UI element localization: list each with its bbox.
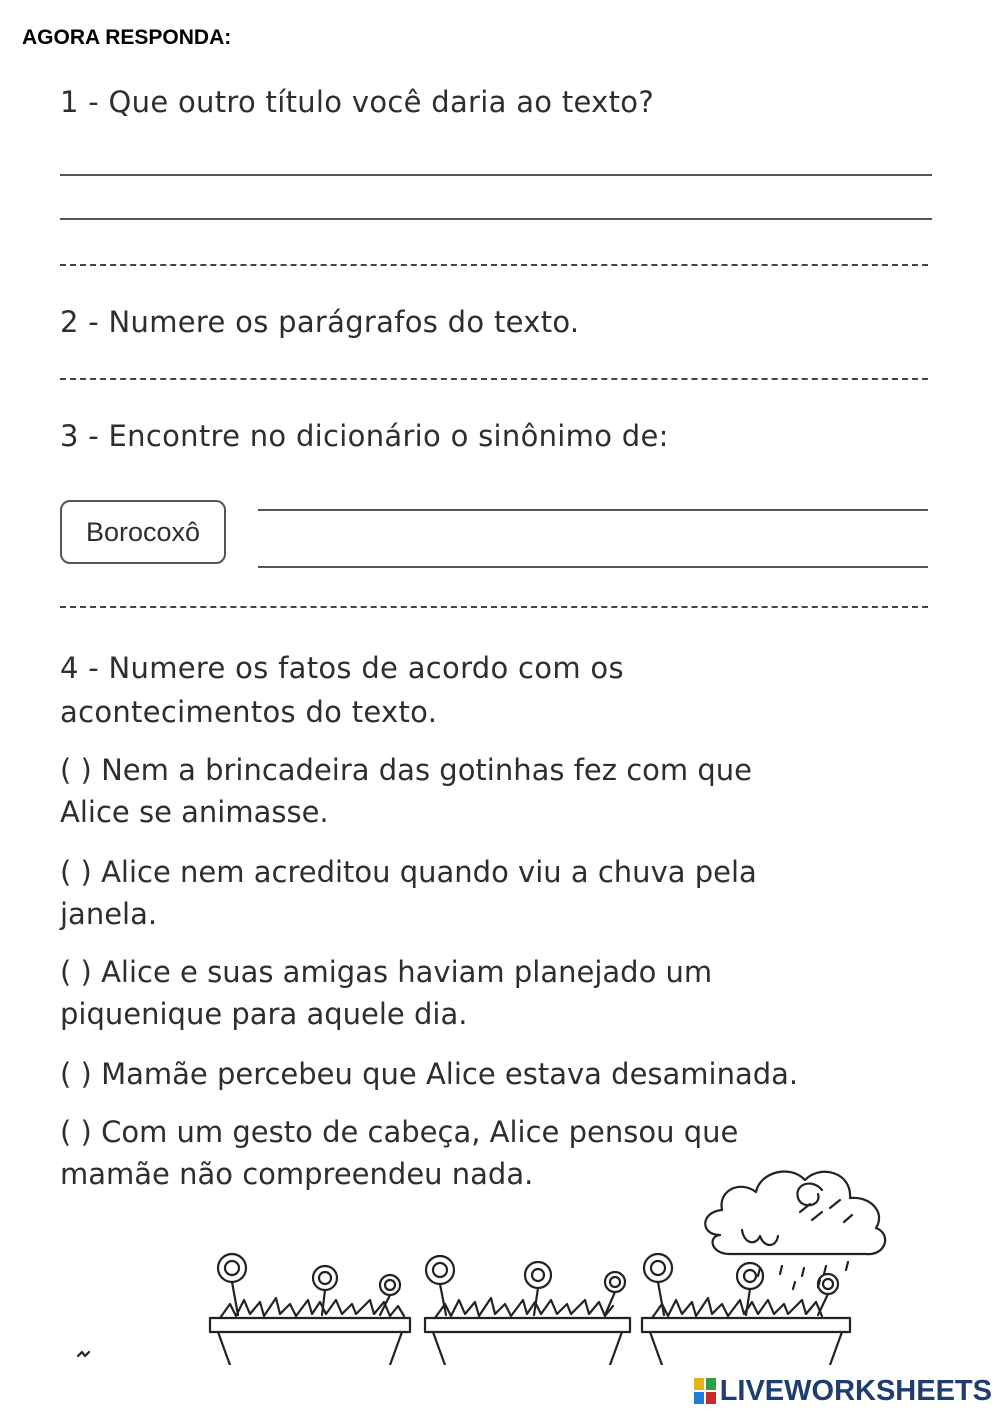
- answer-line-1b[interactable]: [60, 218, 932, 220]
- liveworksheets-badge-icon: [694, 1378, 716, 1404]
- fact-4-line1: Mamãe percebeu que Alice estava desaminada.: [101, 1057, 799, 1091]
- rain-cloud-icon: [705, 1171, 885, 1289]
- question-3: 3 - Encontre no dicionário o sinônimo de:: [60, 419, 669, 453]
- fact-item-5: [60, 1110, 738, 1154]
- liveworksheets-logo[interactable]: [694, 1374, 992, 1408]
- fact-2-line2: janela.: [60, 897, 158, 931]
- section-divider-2: [60, 378, 928, 380]
- synonym-line-a[interactable]: [258, 509, 928, 511]
- flowerpot-1: [210, 1254, 410, 1365]
- flowerpot-2: [425, 1256, 630, 1365]
- fact-3-line1: Alice e suas amigas haviam planejado um: [101, 955, 713, 989]
- answer-line-1a[interactable]: [60, 174, 932, 176]
- question-4-line1: 4 - Numere os fatos de acordo com os: [60, 651, 624, 685]
- section-divider-3: [60, 606, 928, 608]
- fact-1-line2: Alice se animasse.: [60, 795, 329, 829]
- order-blank-4[interactable]: ( ): [60, 1057, 92, 1091]
- flowerpots-cloud-illustration: [60, 1150, 940, 1365]
- fact-item-4: [60, 1052, 798, 1096]
- section-divider-1: [60, 264, 928, 266]
- order-blank-3[interactable]: ( ): [60, 955, 92, 989]
- synonym-line-b[interactable]: [258, 566, 928, 568]
- fact-5-line2: mamãe não compreendeu nada.: [60, 1157, 534, 1191]
- fact-3-line2: piquenique para aquele dia.: [60, 997, 468, 1031]
- order-blank-5[interactable]: ( ): [60, 1115, 92, 1149]
- question-4-line2: acontecimentos do texto.: [60, 695, 438, 729]
- fact-item-2: [60, 850, 757, 894]
- logo-text: LIVEWORKSHEETS: [719, 1374, 992, 1407]
- fact-5-line1: Com um gesto de cabeça, Alice pensou que: [101, 1115, 739, 1149]
- worksheet-header: AGORA RESPONDA:: [22, 26, 232, 49]
- sketch-mark: [78, 1352, 89, 1356]
- word-box-borocoxo: Borocoxô: [60, 500, 226, 564]
- fact-1-line1: Nem a brincadeira das gotinhas fez com que: [101, 753, 752, 787]
- flowerpot-3: [642, 1254, 850, 1365]
- fact-2-line1: Alice nem acreditou quando viu a chuva pela: [101, 855, 757, 889]
- order-blank-1[interactable]: ( ): [60, 753, 92, 787]
- question-1: 1 - Que outro título você daria ao texto?: [60, 85, 655, 119]
- question-2: 2 - Numere os parágrafos do texto.: [60, 305, 580, 339]
- fact-item-3: [60, 950, 712, 994]
- order-blank-2[interactable]: ( ): [60, 855, 92, 889]
- fact-item-1: [60, 748, 752, 792]
